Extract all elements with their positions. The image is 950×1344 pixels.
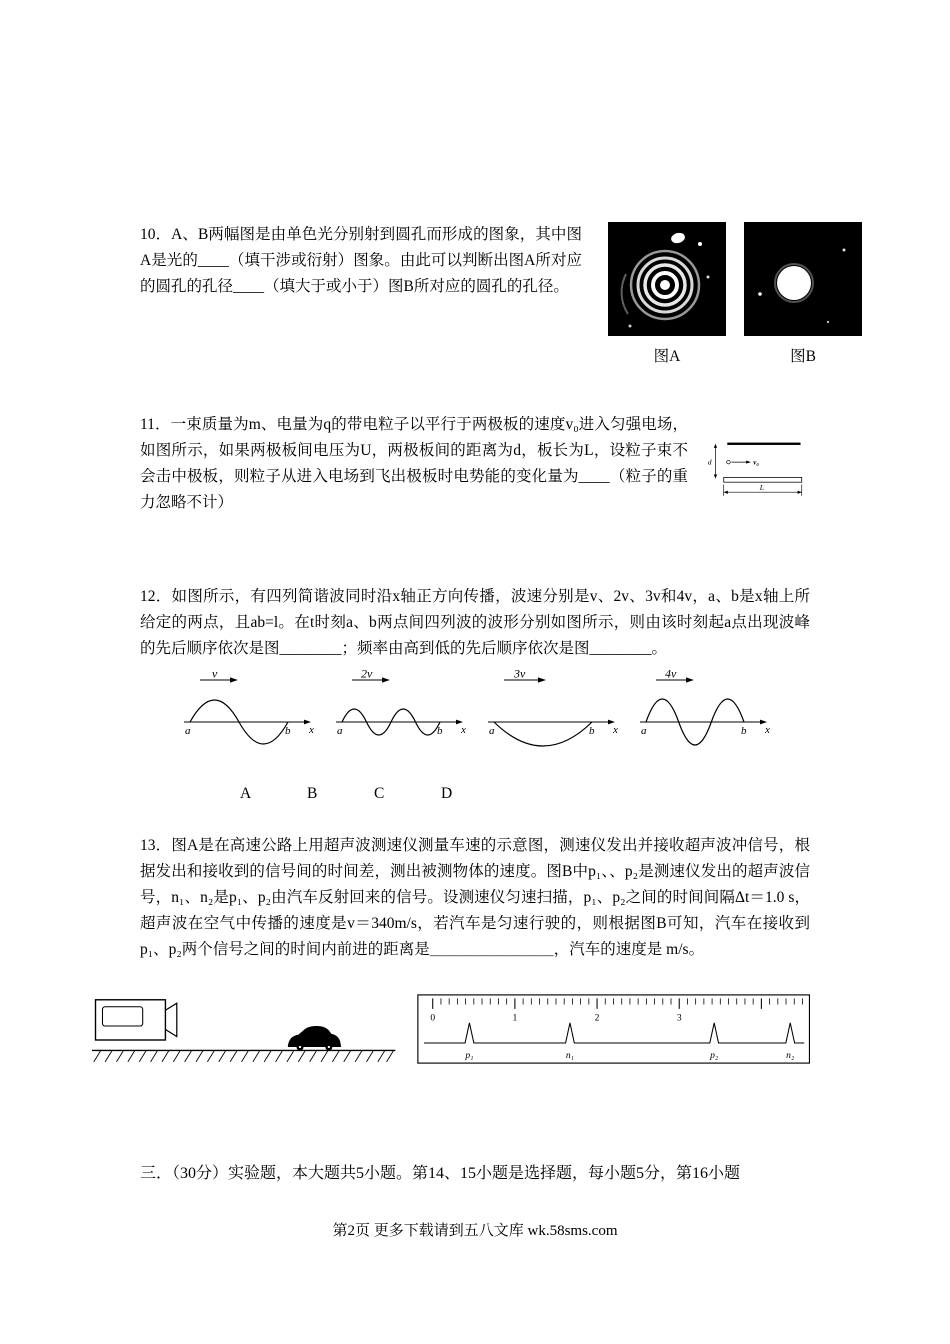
wave-diagram-b: [330, 670, 470, 775]
capacitor-plates-diagram: [706, 414, 810, 522]
figure-b: [744, 222, 862, 366]
x-axis-label: x: [765, 724, 770, 736]
bright-disc-image: [744, 222, 862, 336]
point-a-label: a: [489, 725, 495, 737]
speed-camera-scene: [92, 989, 407, 1077]
point-a-label: a: [337, 725, 343, 737]
point-b-label: b: [285, 725, 291, 737]
speed-camera-body: [95, 1000, 165, 1040]
wave-diagram-c: [482, 670, 622, 775]
bottom-plate: [724, 477, 802, 482]
point-a-label: a: [641, 725, 647, 737]
x-axis-label: x: [613, 724, 618, 736]
ultrasonic-trace-ruler: [417, 989, 810, 1069]
figure-a: [608, 222, 726, 366]
ruler-minor-ticks: [441, 998, 803, 1004]
wave-diagram-a: [178, 670, 318, 775]
figure-b-label: 图B: [790, 348, 816, 365]
waveform-c: [494, 722, 592, 746]
question-13-figures: [92, 989, 810, 1077]
question-11: [140, 412, 810, 522]
question-13-text: 13．图A是在高速公路上用超声波测速仪测量车速的示意图，测速仪发出并接收超声波冲信号，根据发出和接收到的信号间的时间差，测出被测物体的速度。图B中p₁、、p₂是测速仪发出的超声波信号，n₁、n₂是p₁、p₂由汽车反射回来的信号。设测速仪匀速扫描，p₁、p₂之间的时间间隔Δt＝1.0 s，超声波在空气中传播的速度是v＝340m/s，若汽车是匀速行驶的，则根据图B可知，汽车在接收到p₁、p₂两个信号之间的时间内前进的距离是＿＿＿＿＿＿＿＿，汽车的速度是 m/s。: [140, 837, 810, 958]
speed-camera-screen: [102, 1007, 142, 1026]
pulse-n2-label: n₂: [785, 1049, 794, 1061]
point-a-label: a: [185, 725, 191, 737]
option-a-label: A: [240, 785, 252, 802]
pulse-p2-label: p₂: [709, 1049, 718, 1061]
option-d-label: D: [441, 785, 453, 802]
wave-a-speed-label: v: [212, 670, 218, 681]
wave-diagram-d: [634, 670, 774, 775]
wave-diagrams: [140, 670, 810, 775]
scale-number-1: 1: [512, 1012, 517, 1024]
top-plate: [727, 443, 800, 445]
question-10-text: 10．A、B两幅图是由单色光分别射到圆孔而形成的图象，其中图A是光的____（填干涉或衍射）图象。由此可以判断出图A所对应的圆孔的孔径____（填大于或小于）图B所对应的圆孔的孔径。: [140, 226, 582, 295]
question-11-text: 11．一束质量为m、电量为q的带电粒子以平行于两极板的速度v₀进入匀强电场，如图所示，如果两极板间电压为U，两极板间的距离为d，板长为L，设粒子束不会击中极板，则粒子从进入电场到飞出极板时电势能的变化量为____（粒子的重力忽略不计）: [140, 416, 688, 511]
scale-number-2: 2: [594, 1012, 600, 1024]
diffraction-pattern-image: [608, 222, 726, 336]
option-c-label: C: [374, 785, 385, 802]
point-b-label: b: [741, 725, 747, 737]
figure-a-label: 图A: [653, 348, 681, 365]
pulse-n1-label: n₁: [565, 1049, 574, 1061]
point-b-label: b: [437, 725, 443, 737]
ground-hatching: [94, 1050, 394, 1061]
wave-b-speed-label: 2v: [361, 670, 373, 681]
x-axis-label: x: [461, 724, 466, 736]
pulse-trace: [424, 1023, 804, 1043]
question-12: [140, 584, 810, 803]
L-label: L: [759, 482, 765, 492]
pulse-p1-label: p₁: [465, 1049, 474, 1061]
ruler-frame: [418, 995, 810, 1063]
page-footer: 第2页 更多下载请到五八文库 wk.58sms.com: [332, 1223, 618, 1239]
point-b-label: b: [589, 725, 595, 737]
x-axis-label: x: [309, 724, 314, 736]
wave-option-labels: [140, 785, 810, 803]
d-label: d: [707, 457, 712, 467]
particle: [727, 460, 731, 464]
scale-number-3: 3: [676, 1012, 682, 1024]
question-13: [140, 833, 810, 1077]
question-10: [140, 222, 816, 366]
v0-label: v₀: [753, 458, 759, 467]
question-10-figures: [608, 222, 862, 366]
car-silhouette: [288, 1026, 341, 1047]
section-three-heading: 三．（30分）实验题，本大题共5小题。第14、15小题是选择题，每小题5分，第16小题: [140, 1165, 741, 1182]
speed-camera-lens: [165, 1003, 176, 1036]
wave-d-speed-label: 4v: [665, 670, 677, 681]
option-b-label: B: [307, 785, 318, 802]
scale-number-0: 0: [429, 1012, 435, 1024]
wave-c-speed-label: 3v: [514, 670, 526, 681]
question-12-text: 12．如图所示，有四列简谐波同时沿x轴正方向传播，波速分别是v、2v、3v和4v，a、b是x轴上所给定的两点，且ab=l。在t时刻a、b两点间四列波的波形分别如图所示，则由该时刻起a点出现波峰的先后顺序依次是图________；频率由高到低的先后顺序依次是图________。: [140, 588, 810, 657]
